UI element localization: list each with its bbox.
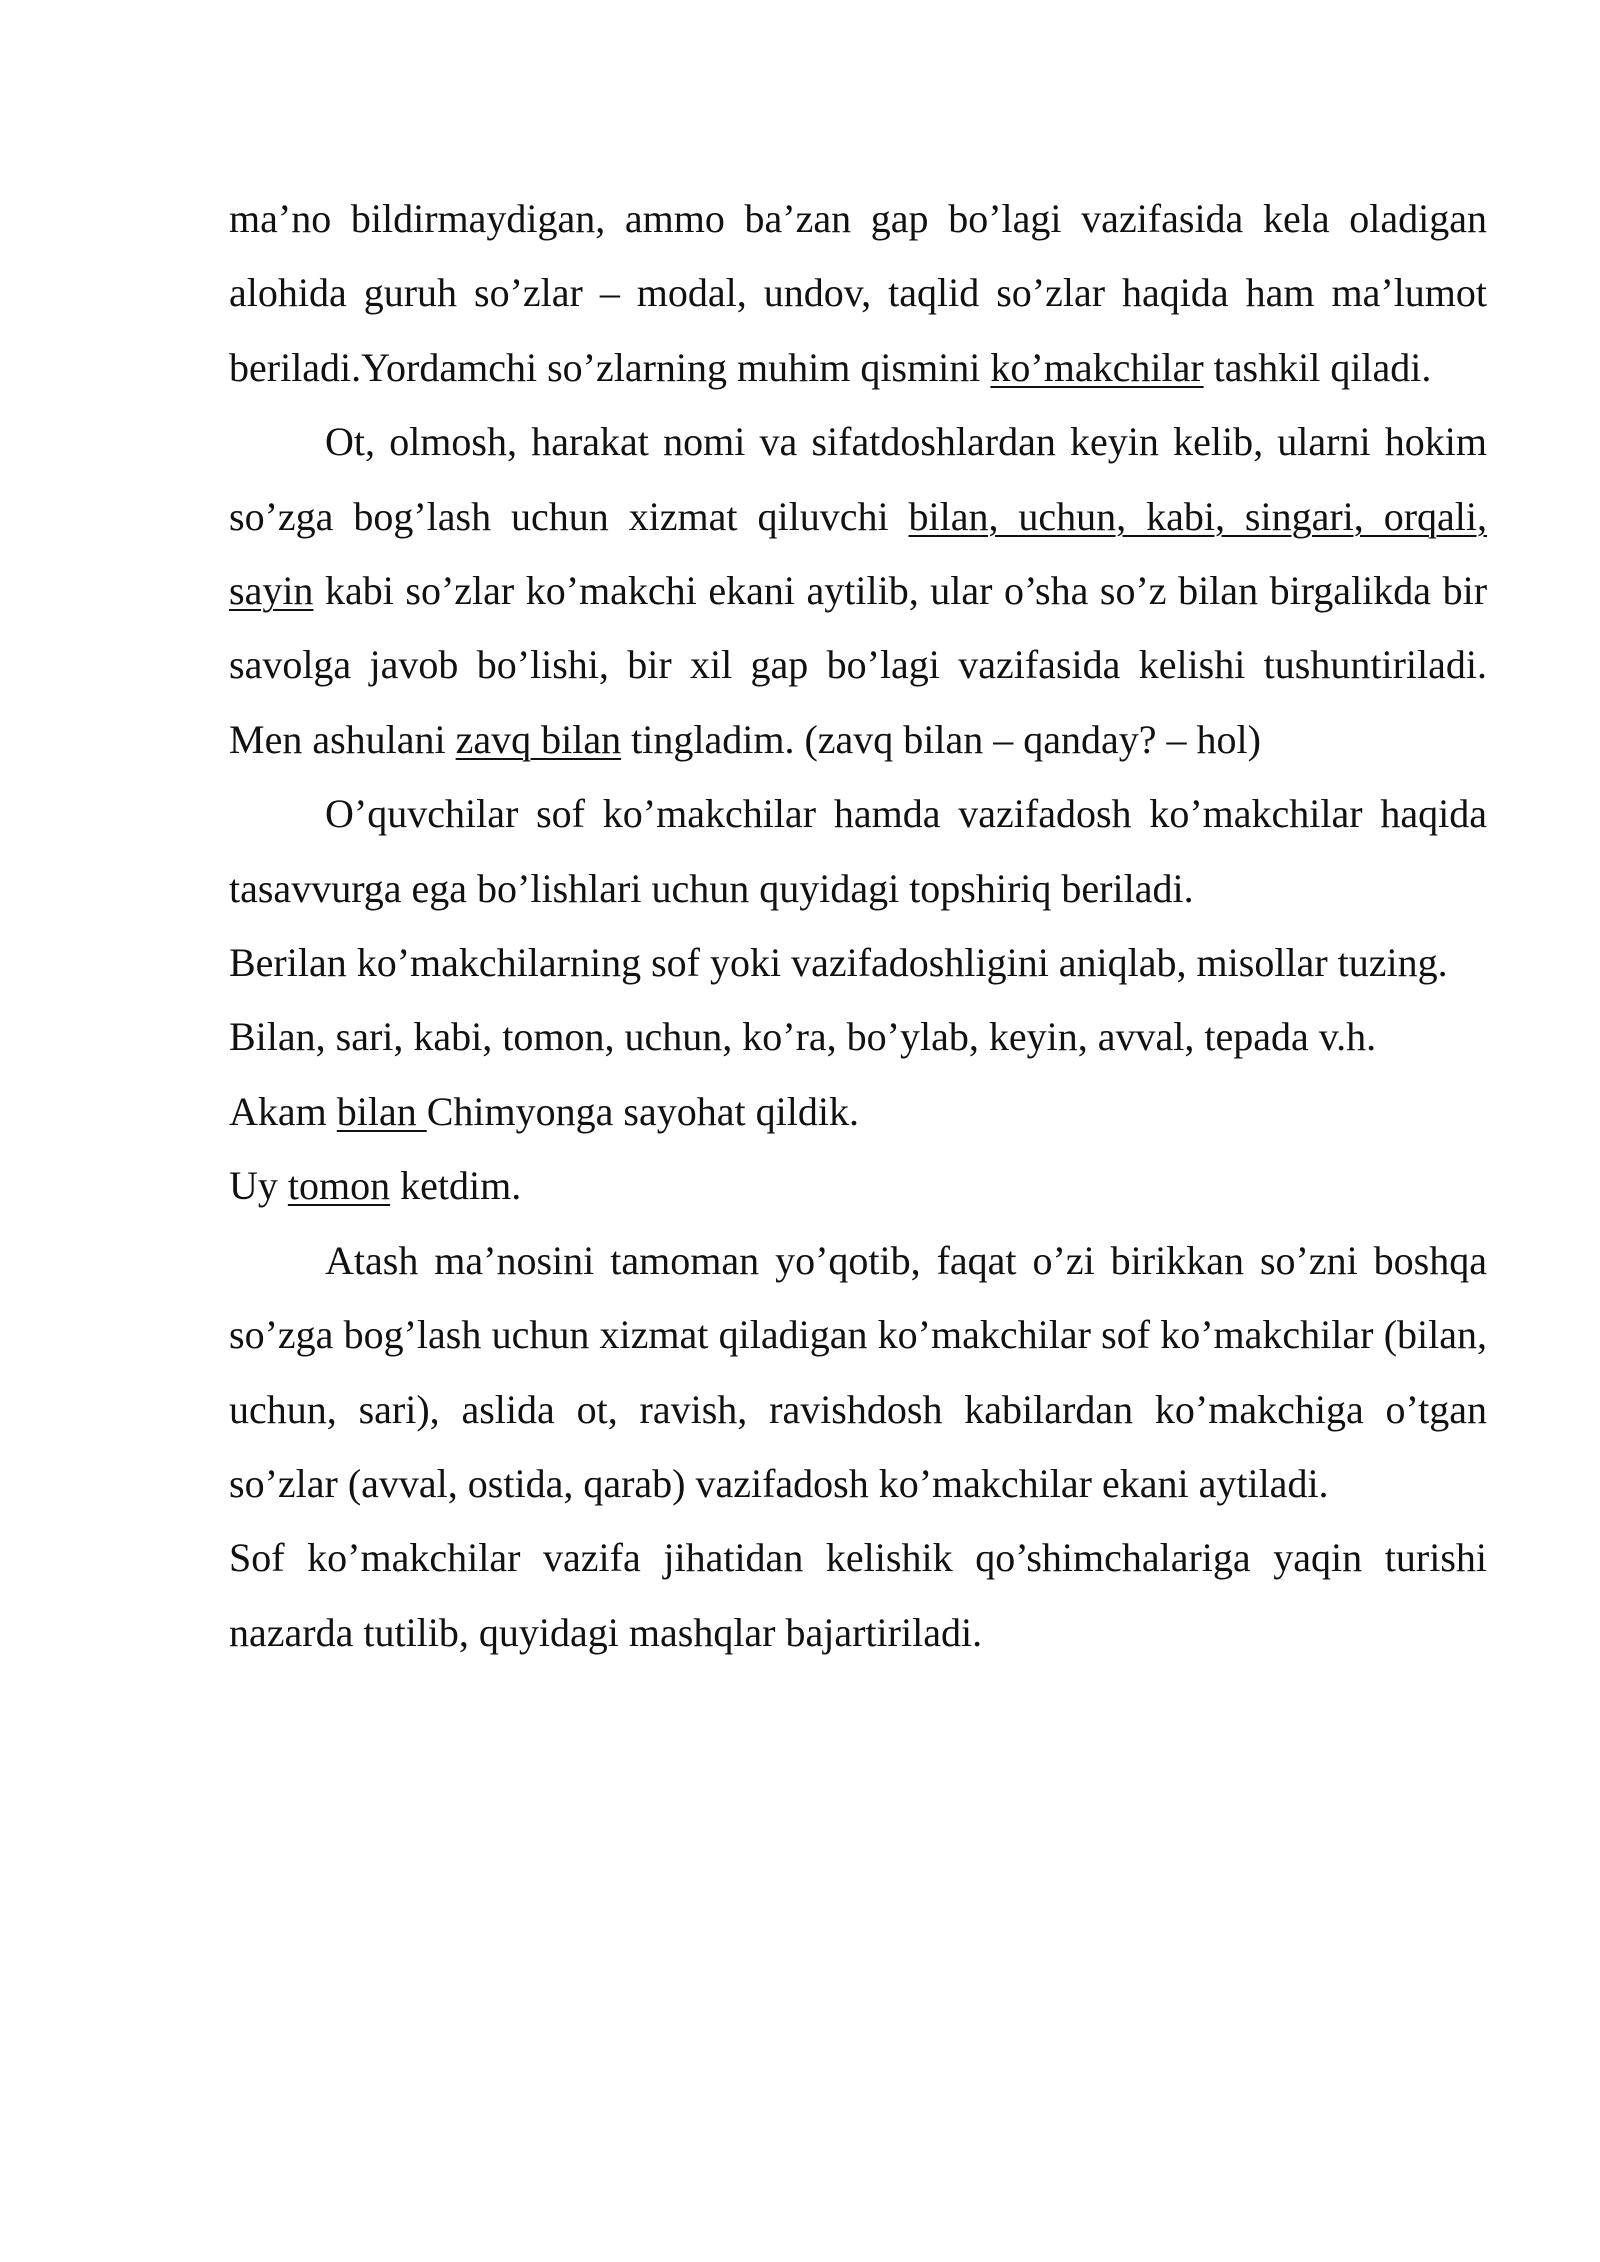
example-sentence-2 — [229, 1149, 1487, 1223]
paragraph-1 — [229, 182, 1487, 405]
paragraph-1-text-b: tashkil qiladi. — [1213, 344, 1432, 390]
underlined-bilan: bilan — [336, 1088, 427, 1134]
underlined-zavq-bilan: zavq bilan — [455, 716, 622, 762]
paragraph-1-text-a: ma’no bildirmaydigan, ammo ba’zan gap bo’lagi vazifasida kela oladigan alohida guruh so’zlar – modal, undov, taqlid so’zlar haqida ham ma’lumot beriladi.Yordamchi so’zlarning muhim qismini — [229, 196, 1487, 390]
example-1-text-a: Akam — [229, 1088, 327, 1134]
example-1-text-b: Chimyonga sayohat qildik. — [426, 1088, 859, 1134]
postposition-word-list: Bilan, sari, kabi, tomon, uchun, ko’ra, bo’ylab, keyin, avval, tepada v.h. — [229, 1014, 1377, 1060]
example-2-text-b: ketdim. — [400, 1163, 522, 1209]
underlined-komakchilar: ko’makchilar — [990, 344, 1204, 390]
paragraph-2 — [229, 405, 1487, 777]
paragraph-4: Atash ma’nosini tamoman yo’qotib, faqat o’zi birikkan so’zni boshqa so’zga bog’lash uchun xizmat qiladigan ko’makchilar sof ko’makchilar (bilan, uchun, sari), aslida ot, ravish, ravishdosh kabilardan ko’makchiga o’tgan so’zlar (avval, ostida, qarab) vazifadosh ko’makchilar ekani aytiladi. — [229, 1237, 1487, 1506]
underlined-postposition-list: bilan, uchun, kabi, singari, orqali, sayin — [229, 493, 1488, 614]
paragraph-3: O’quvchilar sof ko’makchilar hamda vazifadosh ko’makchilar haqida tasavvurga ega bo’lishlari uchun quyidagi topshiriq beriladi. — [229, 791, 1487, 911]
underlined-tomon: tomon — [287, 1163, 391, 1209]
paragraph-2-text-b: kabi so’zlar ko’makchi ekani aytilib, ular o’sha so’z bilan birgalikda bir savolga javob bo’lishi, bir xil gap bo’lagi vazifasida kelishi tushuntiriladi. Men ashulani — [229, 568, 1488, 762]
document-page — [229, 182, 1487, 1670]
example-sentence-1 — [229, 1075, 1487, 1149]
example-2-text-a: Uy — [229, 1163, 278, 1209]
paragraph-2-text-c: tingladim. (zavq bilan – qanday? – hol) — [631, 716, 1261, 762]
paragraph-2-text-a: Ot, olmosh, harakat nomi va sifatdoshlardan keyin kelib, ularni hokim so’zga bog’lash uchun xizmat qiluvchi — [229, 419, 1487, 539]
task-instruction: Berilan ko’makchilarning sof yoki vazifadoshligini aniqlab, misollar tuzing. — [229, 940, 1448, 986]
paragraph-5: Sof ko’makchilar vazifa jihatidan kelishik qo’shimchalariga yaqin turishi nazarda tutilib, quyidagi mashqlar bajartiriladi. — [229, 1535, 1487, 1655]
